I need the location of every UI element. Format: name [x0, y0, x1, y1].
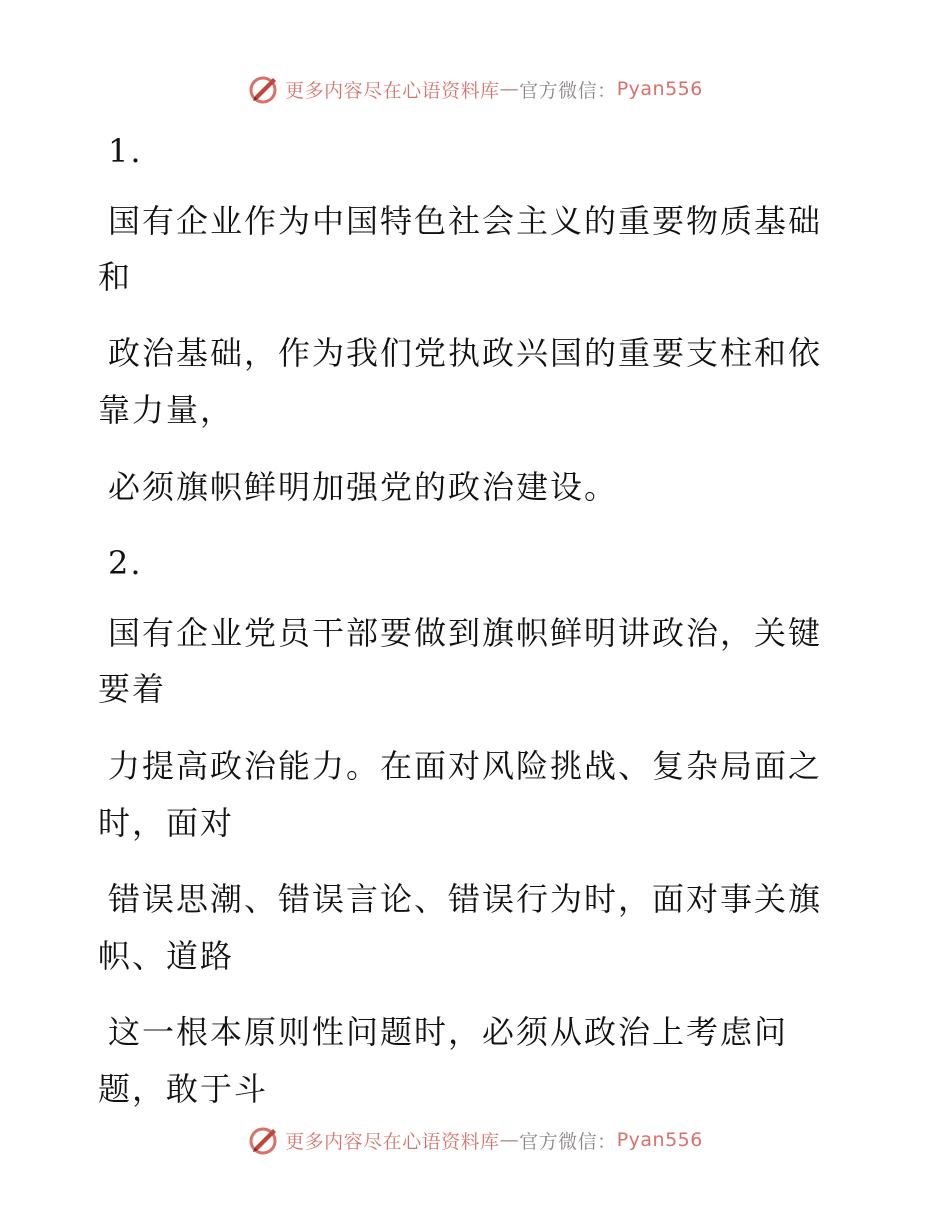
paragraph-line: 和 [98, 258, 133, 296]
paragraph-line: 帜、道路 [98, 937, 235, 975]
paragraph-line: 这一根本原则性问题时，必须从政治上考虑问 [108, 1013, 789, 1051]
watermark-wechat-id: Pyan556 [616, 1129, 703, 1151]
watermark-sub-text: 官方微信： [519, 1130, 617, 1153]
pen-logo-icon [247, 72, 281, 106]
watermark-dash: — [499, 1129, 520, 1151]
watermark-sub-text: 官方微信： [519, 79, 617, 102]
watermark-wechat-id: Pyan556 [616, 78, 703, 100]
paragraph-line: 错误思潮、错误言论、错误行为时，面对事关旗 [108, 880, 823, 918]
paragraph-line: 国有企业党员干部要做到旗帜鲜明讲政治，关键 [108, 614, 823, 652]
header-watermark [0, 72, 950, 106]
section-number: 2. [108, 544, 143, 582]
paragraph-line: 题，敢于斗 [98, 1070, 269, 1108]
pen-logo-icon [247, 1123, 281, 1157]
watermark-main-text: 更多内容尽在心语资料库 [285, 1130, 500, 1153]
paragraph-line: 必须旗帜鲜明加强党的政治建设。 [108, 468, 619, 506]
watermark-main-text: 更多内容尽在心语资料库 [285, 79, 500, 102]
paragraph-line: 政治基础，作为我们党执政兴国的重要支柱和依 [108, 334, 823, 372]
paragraph-line: 要着 [98, 670, 167, 708]
paragraph-line: 力提高政治能力。在面对风险挑战、复杂局面之 [108, 747, 823, 785]
paragraph-line: 靠力量， [98, 391, 235, 429]
paragraph-line: 国有企业作为中国特色社会主义的重要物质基础 [108, 202, 823, 240]
section-number: 1. [108, 132, 143, 170]
paragraph-line: 时，面对 [98, 804, 235, 842]
watermark-dash: — [499, 78, 520, 100]
footer-watermark [0, 1123, 950, 1157]
